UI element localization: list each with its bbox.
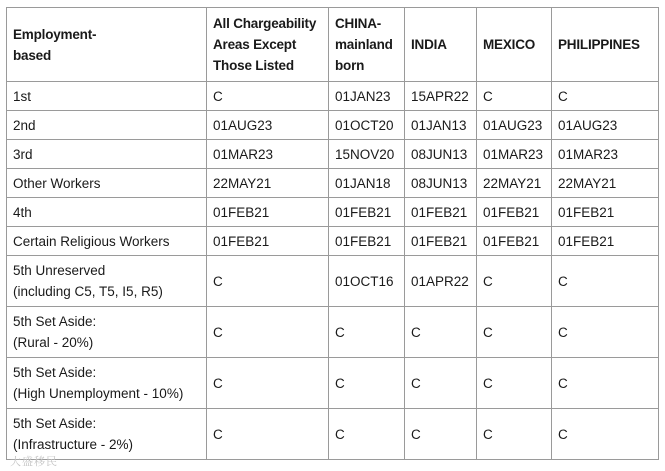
row-category: 5th Set Aside: (Rural - 20%): [7, 307, 207, 358]
row-category: 3rd: [7, 140, 207, 169]
header-all-chargeability: All Chargeability Areas Except Those Listed: [207, 8, 329, 82]
cell-china: 01OCT20: [329, 111, 405, 140]
table-row: [7, 82, 659, 111]
cell-mexico: 01FEB21: [477, 198, 552, 227]
cell-all-chargeability: 01MAR23: [207, 140, 329, 169]
row-category: 5th Set Aside: (Infrastructure - 2%): [7, 409, 207, 460]
table-header-row: [7, 8, 659, 82]
cell-mexico: 01MAR23: [477, 140, 552, 169]
cell-all-chargeability: C: [207, 409, 329, 460]
cell-china: C: [329, 409, 405, 460]
cell-philippines: 01FEB21: [552, 227, 659, 256]
table-row: [7, 307, 659, 358]
cell-all-chargeability: C: [207, 307, 329, 358]
cell-philippines: C: [552, 358, 659, 409]
cell-mexico: C: [477, 358, 552, 409]
cell-india: 01FEB21: [405, 227, 477, 256]
cell-india: C: [405, 358, 477, 409]
cell-all-chargeability: 22MAY21: [207, 169, 329, 198]
cell-all-chargeability: C: [207, 256, 329, 307]
cell-all-chargeability: 01FEB21: [207, 227, 329, 256]
cell-india: 01APR22: [405, 256, 477, 307]
cell-all-chargeability: C: [207, 82, 329, 111]
cell-china: 01JAN23: [329, 82, 405, 111]
table-row: [7, 111, 659, 140]
table-row: [7, 198, 659, 227]
cell-mexico: C: [477, 256, 552, 307]
table-row: [7, 256, 659, 307]
table-row: [7, 227, 659, 256]
row-category: 1st: [7, 82, 207, 111]
row-category: 2nd: [7, 111, 207, 140]
cell-philippines: C: [552, 82, 659, 111]
cell-china: C: [329, 307, 405, 358]
cell-china: 01FEB21: [329, 198, 405, 227]
row-category: 5th Unreserved (including C5, T5, I5, R5): [7, 256, 207, 307]
cell-philippines: 22MAY21: [552, 169, 659, 198]
cell-india: 08JUN13: [405, 169, 477, 198]
cell-mexico: 22MAY21: [477, 169, 552, 198]
cell-all-chargeability: C: [207, 358, 329, 409]
cell-china: 01JAN18: [329, 169, 405, 198]
header-china: CHINA- mainland born: [329, 8, 405, 82]
cell-mexico: C: [477, 82, 552, 111]
cell-india: 15APR22: [405, 82, 477, 111]
row-category: Certain Religious Workers: [7, 227, 207, 256]
cell-india: 01FEB21: [405, 198, 477, 227]
cell-china: 15NOV20: [329, 140, 405, 169]
cell-philippines: C: [552, 256, 659, 307]
cell-philippines: C: [552, 409, 659, 460]
table-row: [7, 169, 659, 198]
cell-mexico: C: [477, 409, 552, 460]
cell-philippines: 01MAR23: [552, 140, 659, 169]
row-category: Other Workers: [7, 169, 207, 198]
cell-mexico: 01AUG23: [477, 111, 552, 140]
header-employment-based: Employment- based: [7, 8, 207, 82]
cell-all-chargeability: 01FEB21: [207, 198, 329, 227]
cell-mexico: C: [477, 307, 552, 358]
cell-india: C: [405, 409, 477, 460]
cell-china: C: [329, 358, 405, 409]
table-row: [7, 409, 659, 460]
cell-china: 01OCT16: [329, 256, 405, 307]
header-india: INDIA: [405, 8, 477, 82]
cell-mexico: 01FEB21: [477, 227, 552, 256]
cell-philippines: C: [552, 307, 659, 358]
visa-bulletin-table: [6, 7, 659, 460]
row-category: 5th Set Aside: (High Unemployment - 10%): [7, 358, 207, 409]
cell-india: 01JAN13: [405, 111, 477, 140]
table-row: [7, 358, 659, 409]
cell-india: C: [405, 307, 477, 358]
table-row: [7, 140, 659, 169]
cell-philippines: 01FEB21: [552, 198, 659, 227]
cell-india: 08JUN13: [405, 140, 477, 169]
row-category: 4th: [7, 198, 207, 227]
cell-all-chargeability: 01AUG23: [207, 111, 329, 140]
cell-china: 01FEB21: [329, 227, 405, 256]
watermark: 大盛移民: [10, 455, 58, 468]
header-philippines: PHILIPPINES: [552, 8, 659, 82]
header-mexico: MEXICO: [477, 8, 552, 82]
cell-philippines: 01AUG23: [552, 111, 659, 140]
